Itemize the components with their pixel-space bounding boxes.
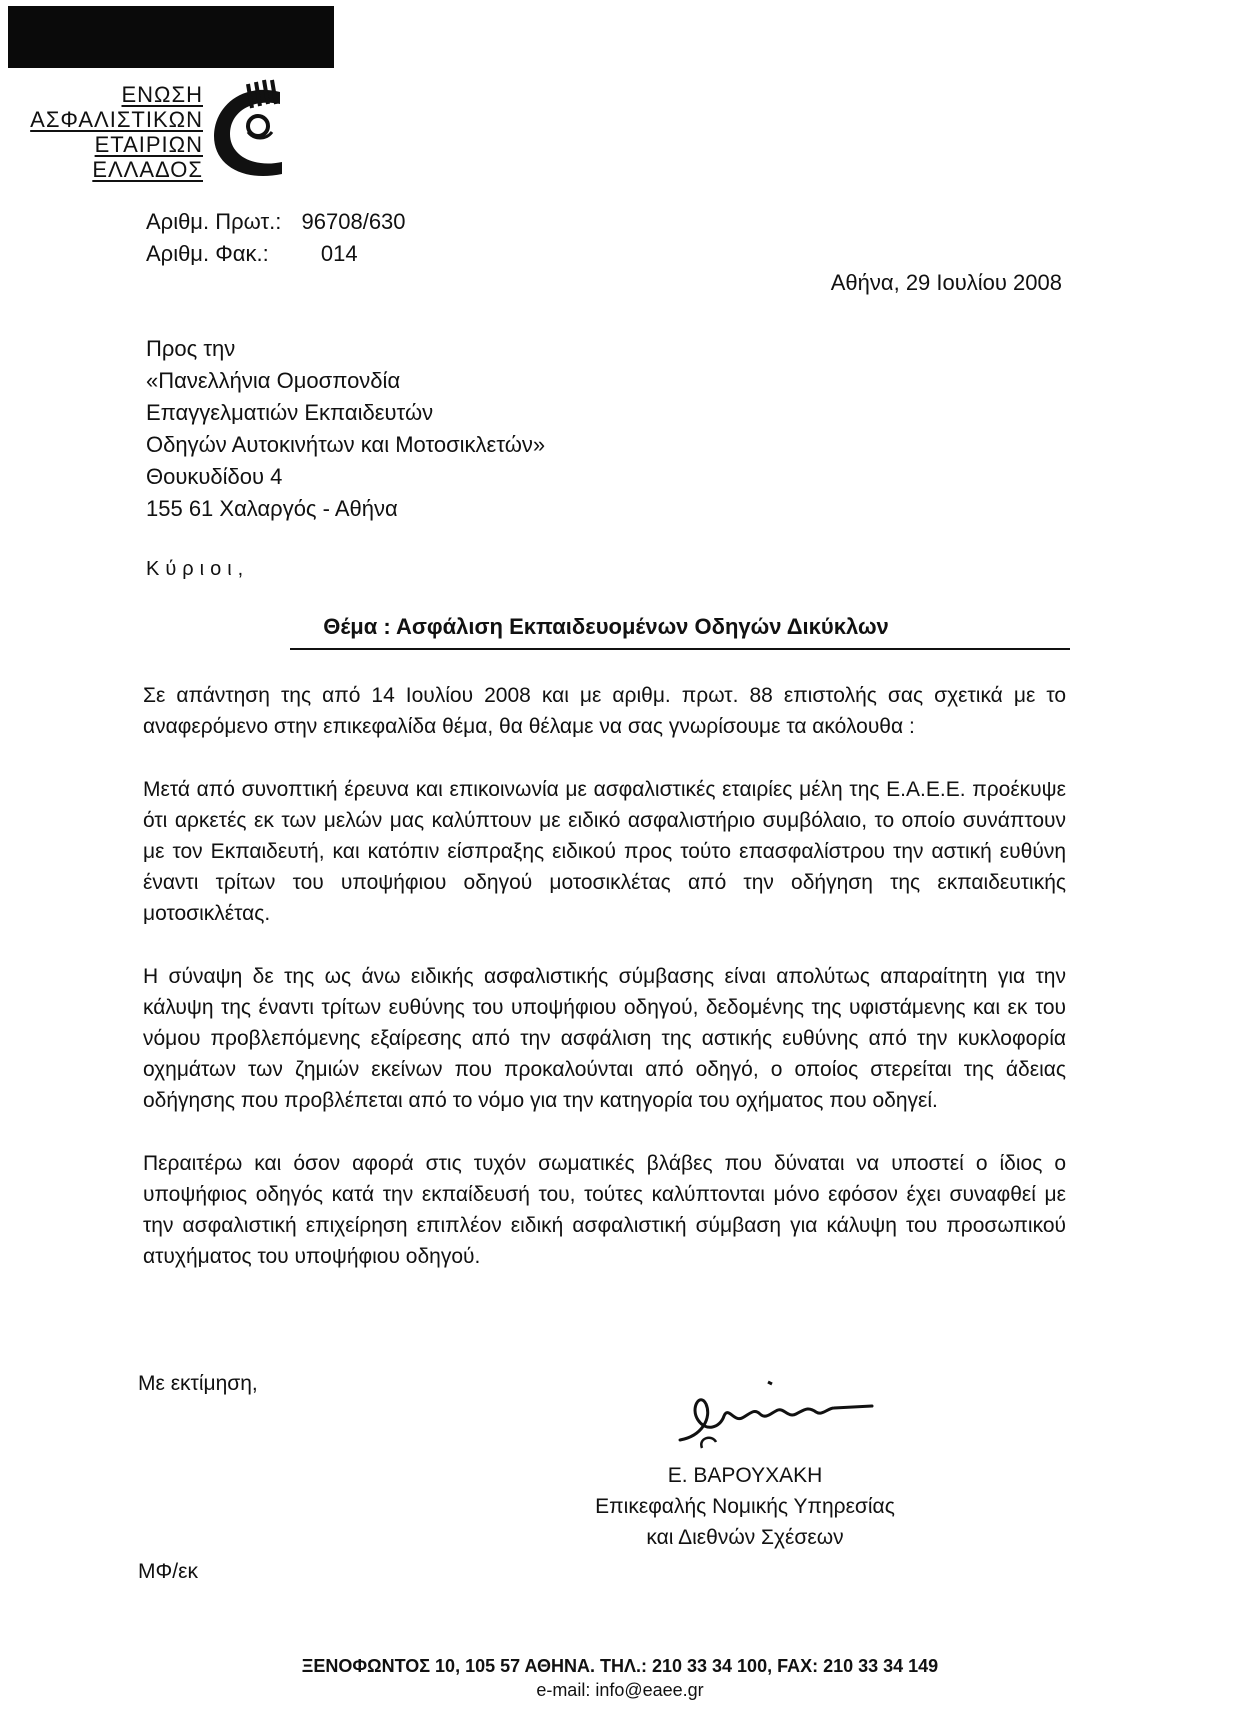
footer-email: e-mail: info@eaee.gr <box>536 1680 704 1700</box>
file-number-label: Αριθμ. Φακ.: <box>146 241 269 266</box>
body-paragraph: Η σύναψη δε της ως άνω ειδικής ασφαλιστικής σύμβασης είναι απολύτως απαραίτητη για την κάλυψη της έναντι τρίτων ευθύνης του υποψήφιου οδηγού, δεδομένης της υφιστάμενης και εκ του νόμου προβλεπόμενης εξαίρεσης από την ασφάλιση της αστικής ευθύνης από την κυκλοφορία οχημάτων των ζημιών εκείνων που προκαλούνται από οδηγό, ο οποίος στερείται της άδειας οδήγησης που προβλέπεται από το νόμο για την κατηγορία του οχήματος που οδηγεί. <box>143 965 1066 1112</box>
org-name-line: ΕΤΑΙΡΙΩΝ <box>94 132 203 157</box>
body-paragraph: Περαιτέρω και όσον αφορά στις τυχόν σωματικές βλάβες που δύναται να υποστεί ο ίδιος ο υποψήφιος οδηγός κατά την εκπαίδευσή του, τούτες καλύπτονται μόνο εφόσον έχει συναφθεί με την ασφαλιστική επιχείρηση επιπλέον ειδική ασφαλιστική σύμβαση για κάλυψη του προσωπικού ατυχήματος του υποψήφιου οδηγού. <box>143 1152 1066 1268</box>
signatory-name: Ε. ΒΑΡΟΥΧΑΚΗ <box>667 1464 823 1487</box>
reference-numbers <box>146 206 406 270</box>
recipient-line: Προς την <box>146 336 236 361</box>
org-name-line: ΕΝΩΣΗ <box>121 82 203 107</box>
subject-line: Θέμα : Ασφάλιση Εκπαιδευομένων Οδηγών Δικύκλων <box>323 614 889 639</box>
salutation: Κύριοι, <box>146 558 250 580</box>
file-number-value: 014 <box>320 241 358 266</box>
letter-body <box>143 680 1066 1304</box>
org-name-line: ΕΛΛΑΔΟΣ <box>92 157 203 182</box>
recipient-address <box>146 333 545 525</box>
recipient-line: Οδηγών Αυτοκινήτων και Μοτοσικλετών» <box>146 432 546 457</box>
protocol-number-label: Αριθμ. Πρωτ.: <box>146 209 282 234</box>
letterhead-org-name <box>18 82 203 182</box>
redaction-block <box>8 6 334 68</box>
reference-initials: ΜΦ/εκ <box>138 1560 198 1583</box>
footer-address: ΞΕΝΟΦΩΝΤΟΣ 10, 105 57 ΑΘΗΝΑ. ΤΗΛ.: 210 33 34 100, FAX: 210 33 34 149 <box>301 1656 939 1676</box>
body-paragraph: Σε απάντηση της από 14 Ιουλίου 2008 και με αριθμ. πρωτ. 88 επιστολής σας σχετικά με το αναφερόμενο στην επικεφαλίδα θέμα, θα θέλαμε να σας γνωρίσουμε τα ακόλουθα : <box>143 684 1066 738</box>
signatory-title: Επικεφαλής Νομικής Υπηρεσίας <box>595 1495 895 1518</box>
org-name-line: ΑΣΦΑΛΙΣΤΙΚΩΝ <box>30 107 203 132</box>
handwritten-signature <box>672 1378 882 1458</box>
body-paragraph: Μετά από συνοπτική έρευνα και επικοινωνία με ασφαλιστικές εταιρίες μέλη της Ε.Α.Ε.Ε. προέκυψε ότι αρκετές εκ των μελών μας καλύπτουν με ειδικό ασφαλιστήριο συμβόλαιο, το οποίο συνάπτουν με τον Εκπαιδευτή, και κατόπιν είσπραξης ειδικού προς τούτο επασφαλίστρου την αστική ευθύνη έναντι τρίτων του υποψήφιου οδηγού μοτοσικλέτας από την οδήγηση της εκπαιδευτικής μοτοσικλέτας. <box>143 778 1066 925</box>
signatory-title: και Διεθνών Σχέσεων <box>646 1526 844 1549</box>
signatory-block <box>540 1460 950 1553</box>
protocol-number-value: 96708/630 <box>301 209 406 234</box>
recipient-line: 155 61 Χαλαργός - Αθήνα <box>146 496 398 521</box>
file-number-row <box>146 238 406 270</box>
recipient-line: Επαγγελματιών Εκπαιδευτών <box>146 400 434 425</box>
subject-underline <box>290 648 1070 650</box>
closing-phrase: Με εκτίμηση, <box>138 1372 258 1395</box>
letter-date: Αθήνα, 29 Ιουλίου 2008 <box>830 270 1062 295</box>
recipient-line: Θουκυδίδου 4 <box>146 464 283 489</box>
association-logo-icon <box>210 74 310 184</box>
letter-footer <box>0 1654 1240 1702</box>
protocol-number-row <box>146 206 406 238</box>
recipient-line: «Πανελλήνια Ομοσπονδία <box>146 368 401 393</box>
